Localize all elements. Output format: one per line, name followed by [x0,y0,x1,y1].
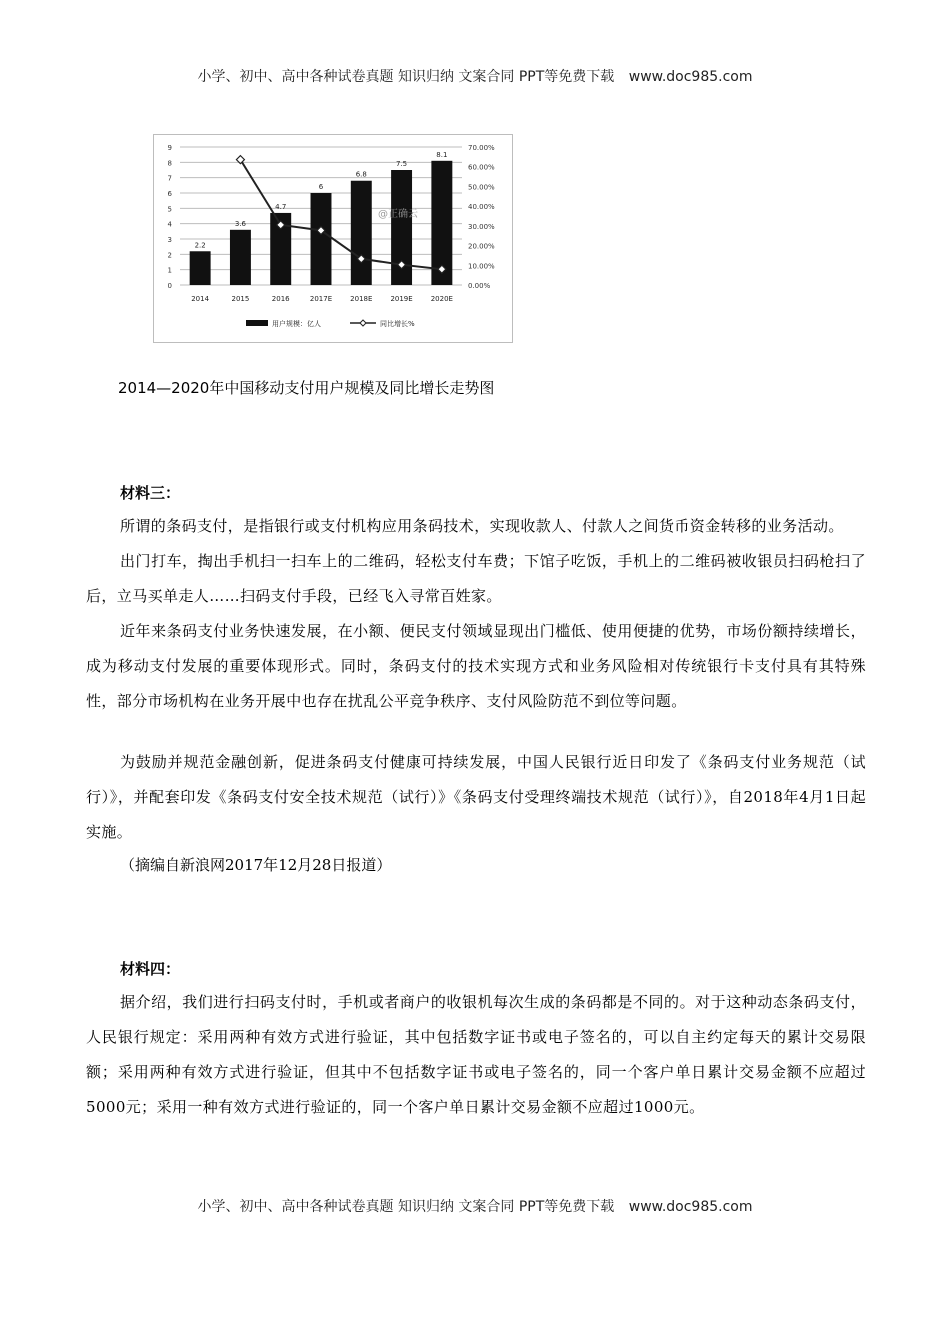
material-4 [86,958,866,1125]
bar-data-label: 2.2 [194,241,206,250]
y-tick-label: 8 [167,159,172,168]
y-tick-label: 5 [167,205,172,214]
x-tick-label: 2015 [231,295,250,303]
material-3-source: （摘编自新浪网2017年12月28日报道） [120,856,392,874]
y-tick-label: 3 [167,236,172,244]
y2-tick-label: 10.00% [468,262,495,271]
bar-data-label: 4.7 [275,202,287,211]
mobile-payment-chart [153,134,513,343]
footer-site[interactable]: www.doc985.com [628,1199,753,1215]
y2-tick-label: 30.00% [468,222,495,231]
y2-tick-label: 40.00% [468,203,495,212]
y2-tick-label: 0.00% [468,282,491,290]
y2-tick-label: 50.00% [468,183,495,192]
legend-line-label: 同比增长% [380,320,415,328]
header-site[interactable]: www.doc985.com [628,69,753,85]
x-tick-label: 2019E [390,295,413,303]
y2-tick-label: 20.00% [468,242,495,251]
page-footer [0,1196,950,1216]
y-tick-label: 9 [167,144,172,152]
x-tick-label: 2020E [430,295,453,303]
bar-data-label: 7.5 [396,160,408,168]
chart-watermark: @正确云 [378,209,418,220]
y-tick-label: 1 [167,266,172,275]
y2-tick-label: 60.00% [468,163,495,172]
x-tick-label: 2014 [191,295,210,303]
y-tick-label: 4 [167,220,172,229]
bar-data-label: 6.8 [355,170,367,179]
y-tick-label: 0 [167,282,172,290]
y-tick-label: 6 [167,190,172,198]
header-text: 小学、初中、高中各种试卷真题 知识归纳 文案合同 PPT等免费下载 [197,69,615,85]
material-3-heading: 材料三： [120,484,181,502]
material-3-para-2: 出门打车，掏出手机扫一扫车上的二维码，轻松支付车费；下馆子吃饭，手机上的二维码被收银员扫码枪扫了后，立马买单走人……扫码支付手段，已经飞入寻常百姓家。 [86,552,866,605]
x-tick-label: 2017E [309,295,333,303]
legend-bar-label: 用户规模：亿人 [272,320,321,328]
chart-caption: 2014—2020年中国移动支付用户规模及同比增长走势图 [118,379,495,397]
bar-data-label: 6 [318,183,324,191]
bar-data-label: 8.1 [436,150,448,159]
y-tick-label: 7 [167,174,172,183]
bar-data-label: 3.6 [234,219,246,228]
page-header [0,66,950,86]
footer-text: 小学、初中、高中各种试卷真题 知识归纳 文案合同 PPT等免费下载 [197,1199,615,1215]
bar [311,193,332,285]
material-3-para-1: 所谓的条码支付，是指银行或支付机构应用条码技术，实现收款人、付款人之间货币资金转移的业务活动。 [120,517,844,535]
legend-line-marker [360,320,366,326]
bar [190,251,211,285]
material-3-para-4: 为鼓励并规范金融创新，促进条码支付健康可持续发展，中国人民银行近日印发了《条码支付业务规范（试行）》，并配套印发《条码支付安全技术规范（试行）》《条码支付受理终端技术规范（试行）》，自2018年4月1日起实施。 [86,753,867,841]
x-tick-label: 2016 [271,295,290,303]
chart-svg [154,135,512,342]
material-4-para-1: 据介绍，我们进行扫码支付时，手机或者商户的收银机每次生成的条码都是不同的。对于这种动态条码支付，人民银行规定：采用两种有效方式进行验证，其中包括数字证书或电子签名的，可以自主约定每天的累计交易限额；采用两种有效方式进行验证，但其中不包括数字证书或电子签名的，同一个客户单日累计交易金额不应超过5000元；采用一种有效方式进行验证的，同一个客户单日累计交易金额不应超过1000元。 [86,993,866,1116]
x-tick-label: 2018E [350,295,373,303]
y-tick-label: 2 [167,251,172,260]
bar [230,230,251,285]
material-3-para-3: 近年来条码支付业务快速发展，在小额、便民支付领域显现出门槛低、使用便捷的优势，市场份额持续增长，成为移动支付发展的重要体现形式。同时，条码支付的技术实现方式和业务风险相对传统银行卡支付具有其特殊性，部分市场机构在业务开展中也存在扰乱公平竞争秩序、支付风险防范不到位等问题。 [86,622,866,710]
material-4-heading: 材料四： [120,960,181,978]
bar [351,181,372,285]
material-3 [86,482,866,875]
y2-tick-label: 70.00% [468,144,495,152]
legend-bar-swatch [246,320,268,326]
